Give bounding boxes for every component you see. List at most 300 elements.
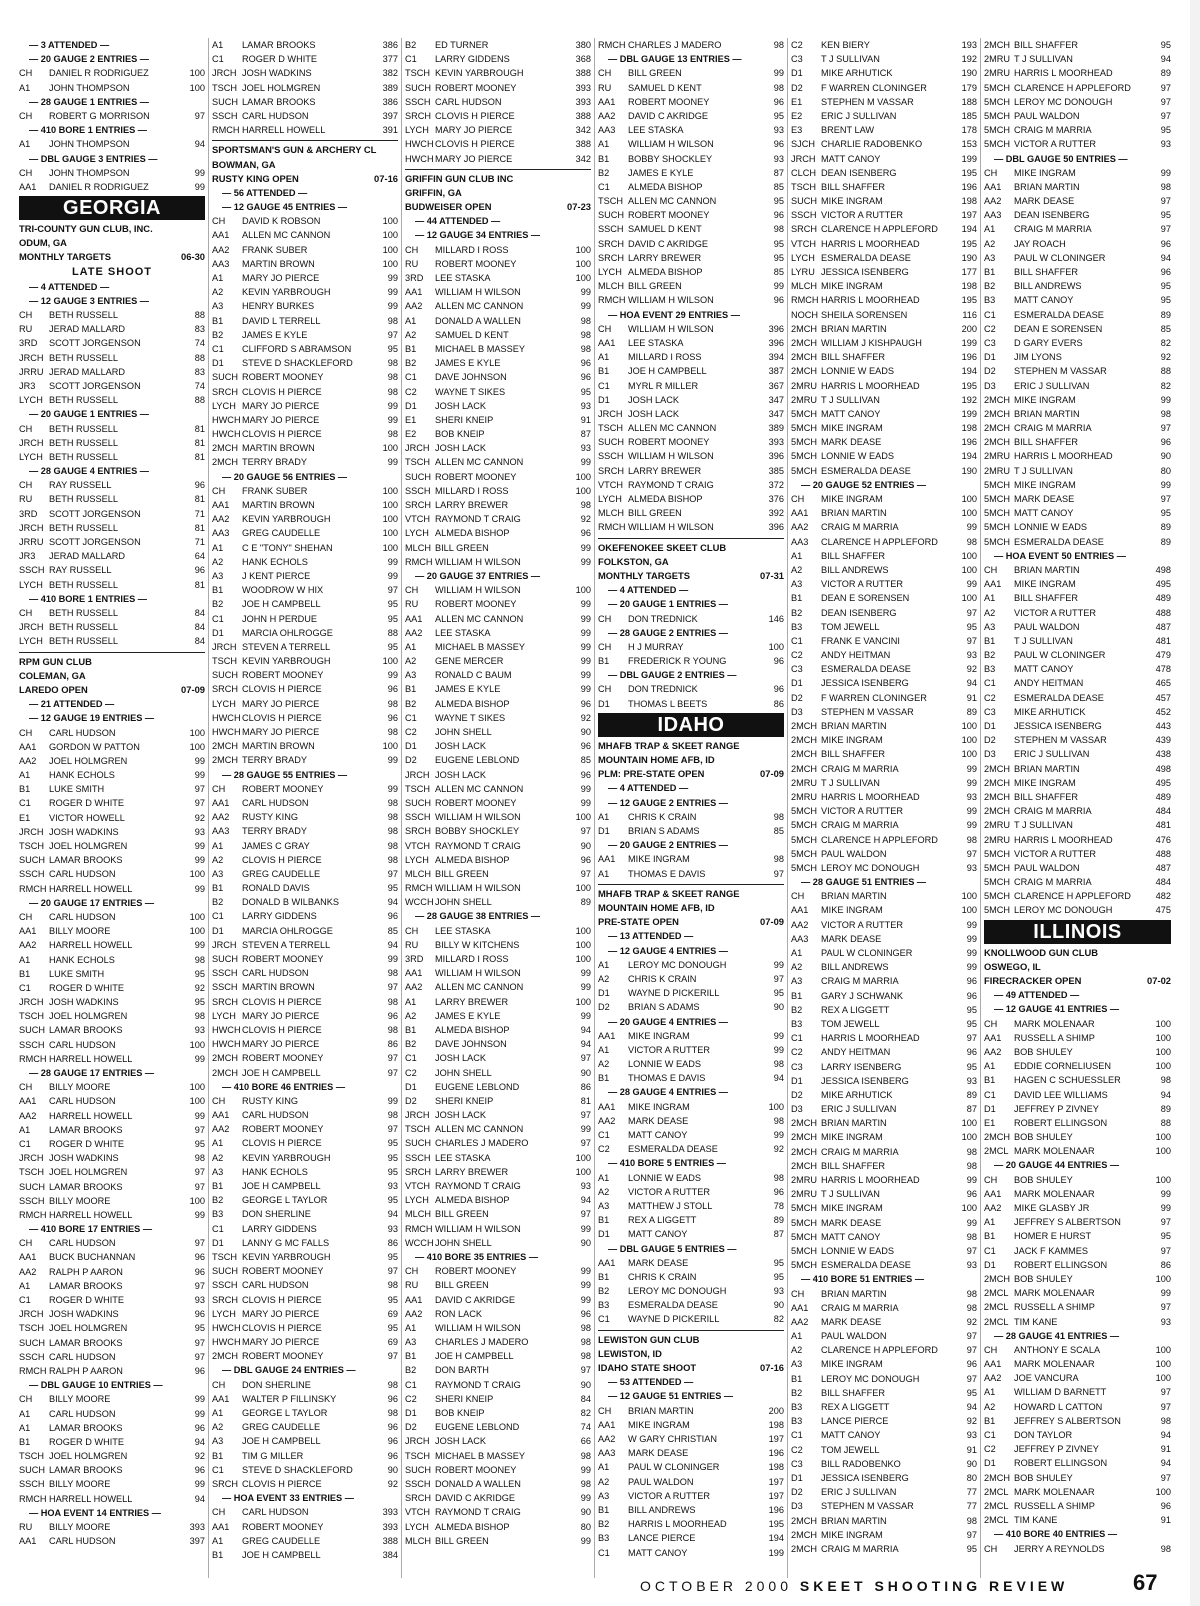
- class-code: MLCH: [405, 1535, 432, 1546]
- result-row: [405, 1051, 591, 1065]
- score: 99: [387, 670, 398, 681]
- shooter-name: HARRIS L MOORHEAD: [821, 1033, 920, 1044]
- result-row: [984, 1428, 1171, 1442]
- result-row: [984, 1414, 1171, 1428]
- class-code: 2MCH: [212, 1053, 239, 1064]
- score: 98: [387, 812, 398, 823]
- class-code: 5MCH: [791, 1245, 818, 1256]
- class-code: WCCH: [405, 1237, 434, 1248]
- class-code: JRCH: [19, 997, 44, 1008]
- result-row: [19, 1279, 205, 1293]
- class-code: CH: [598, 68, 612, 79]
- result-row: [19, 811, 205, 825]
- score: 99: [580, 783, 591, 794]
- class-code: TSCH: [405, 457, 431, 468]
- score: 96: [387, 1422, 398, 1433]
- result-row: [598, 1185, 784, 1199]
- result-row: [598, 449, 784, 463]
- shooter-name: JOEL HOLMGREN: [49, 841, 128, 852]
- shooter-name: DANIEL R RODRIGUEZ: [49, 181, 149, 192]
- class-code: A1: [212, 1408, 224, 1419]
- score: 96: [1160, 267, 1171, 277]
- result-row: [984, 1215, 1171, 1229]
- class-code: RMCH: [598, 295, 626, 306]
- score: 89: [1160, 522, 1171, 533]
- score: 99: [580, 968, 591, 979]
- class-code: RU: [19, 324, 33, 335]
- score: 498: [1155, 564, 1171, 575]
- result-row: [212, 1151, 398, 1165]
- result-row: [598, 506, 784, 520]
- score: 99: [1160, 479, 1171, 490]
- class-code: SSCH: [19, 1039, 45, 1050]
- score: 99: [194, 1394, 205, 1405]
- shooter-name: LEE STASKA: [435, 925, 491, 936]
- score: 95: [966, 1061, 977, 1072]
- class-code: C1: [212, 1223, 224, 1234]
- class-code: JRCH: [405, 1436, 430, 1447]
- class-code: A1: [19, 1280, 31, 1291]
- class-code: E3: [791, 125, 803, 136]
- class-code: RMCH: [791, 295, 819, 306]
- result-row: [405, 541, 591, 555]
- score: 98: [1160, 1415, 1171, 1426]
- shooter-name: WILLIAM H WILSON: [435, 968, 521, 979]
- shooter-name: JOE H CAMPBELL: [242, 1436, 321, 1447]
- shooter-name: BETH RUSSELL: [49, 494, 118, 505]
- result-row: [984, 790, 1171, 804]
- result-row: [791, 293, 977, 307]
- shooter-name: JOE H CAMPBELL: [242, 1181, 321, 1192]
- result-row: [791, 379, 977, 393]
- class-code: LYCH: [598, 494, 622, 504]
- division-header: — 20 GAUGE 17 ENTRIES —: [29, 897, 155, 908]
- score: 99: [580, 287, 591, 298]
- score: 96: [580, 854, 591, 865]
- shooter-name: LEROY MC DONOUGH: [821, 862, 920, 873]
- result-row: [405, 285, 591, 299]
- class-code: 2MCH: [984, 1273, 1011, 1284]
- score: 100: [575, 471, 591, 482]
- score: 99: [194, 755, 205, 766]
- class-code: AA1: [984, 1359, 1002, 1370]
- shooter-name: JEFFREY P ZIVNEY: [1014, 1444, 1099, 1455]
- result-row: [984, 251, 1171, 265]
- score: 367: [768, 380, 784, 391]
- score: 99: [580, 627, 591, 638]
- result-row: [212, 1023, 398, 1037]
- score: 93: [966, 1430, 977, 1441]
- result-row: [984, 804, 1171, 818]
- score: 97: [966, 1529, 977, 1540]
- result-row: [791, 1400, 977, 1414]
- shooter-name: CHRIS K CRAIN: [628, 1271, 697, 1282]
- class-code: LYCH: [212, 1010, 236, 1021]
- shooter-name: BILLY MOORE: [49, 1082, 111, 1093]
- class-code: RMCH: [19, 883, 47, 894]
- result-row: [19, 1407, 205, 1421]
- class-code: B1: [598, 656, 610, 667]
- class-code: RU: [405, 939, 419, 950]
- shooter-name: RAYMOND T CRAIG: [435, 1181, 521, 1192]
- class-code: LYCH: [405, 125, 429, 136]
- class-code: A1: [212, 542, 224, 553]
- class-code: JRCH: [405, 443, 430, 454]
- score: 100: [189, 1039, 205, 1050]
- class-code: A3: [405, 670, 417, 681]
- shooter-name: STEPHEN M VASSAR: [821, 1501, 914, 1512]
- shooter-name: JOSH LACK: [435, 741, 487, 752]
- score: 99: [580, 1280, 591, 1291]
- club-header: OKEFENOKEE SKEET CLUB: [598, 538, 784, 555]
- division-header: — 20 GAUGE 2 ENTRIES —: [608, 840, 728, 851]
- score: 96: [773, 295, 784, 306]
- class-code: C1: [405, 712, 417, 723]
- division-header: — 3 ATTENDED —: [29, 40, 110, 50]
- class-code: 3RD: [19, 338, 38, 349]
- score: 88: [194, 352, 205, 363]
- class-code: A1: [984, 593, 996, 604]
- score: 97: [194, 1337, 205, 1348]
- class-code: JRCH: [19, 1309, 44, 1320]
- result-row: [791, 180, 977, 194]
- score: 96: [580, 1308, 591, 1319]
- class-code: LYCH: [405, 854, 429, 865]
- class-code: AA2: [212, 812, 230, 823]
- club-header: TRI-COUNTY GUN CLUB, INC.: [19, 223, 153, 235]
- class-code: RMCH: [405, 883, 433, 894]
- shooter-name: ROBERT MOONEY: [628, 96, 710, 107]
- score: 100: [382, 656, 398, 667]
- class-code: C1: [791, 1430, 803, 1441]
- class-code: AA2: [598, 110, 616, 121]
- result-row: [405, 867, 591, 881]
- score: 96: [580, 372, 591, 383]
- class-code: AA2: [405, 1308, 423, 1319]
- shooter-name: STEVEN A TERRELL: [242, 641, 331, 652]
- result-row: [598, 364, 784, 378]
- result-row: [598, 38, 784, 52]
- shooter-name: DONALD B WILBANKS: [242, 897, 340, 908]
- result-row: [405, 512, 591, 526]
- class-code: SUCH: [405, 797, 432, 808]
- result-row: [598, 1171, 784, 1185]
- score: 81: [194, 494, 205, 505]
- shooter-name: BETH RUSSELL: [49, 622, 118, 633]
- result-row: [791, 804, 977, 818]
- score: 100: [961, 749, 977, 760]
- result-row: [791, 903, 977, 917]
- score: 99: [387, 755, 398, 766]
- result-row: [405, 697, 591, 711]
- shooter-name: MARK DEASE: [628, 1115, 689, 1126]
- class-code: AA2: [19, 940, 37, 951]
- result-row: [598, 612, 784, 626]
- shooter-name: BETH RUSSELL: [49, 423, 118, 434]
- score: 99: [194, 181, 205, 192]
- class-code: A1: [19, 1124, 31, 1135]
- score: 91: [1160, 1515, 1171, 1526]
- result-row: [212, 796, 398, 810]
- score: 100: [961, 564, 977, 575]
- shooter-name: DON TREDNICK: [628, 613, 698, 624]
- score: 482: [1155, 891, 1171, 902]
- shooter-name: JERAD MALLARD: [49, 324, 126, 335]
- shooter-name: MARTIN BROWN: [242, 982, 315, 993]
- class-code: SRCH: [212, 684, 239, 695]
- result-row: [598, 322, 784, 336]
- class-code: 2MCH: [984, 1132, 1011, 1143]
- class-code: SSCH: [19, 1351, 45, 1362]
- shooter-name: CLOVIS H PIERCE: [242, 429, 322, 440]
- shooter-name: SHERI KNEIP: [435, 1095, 494, 1106]
- division-header: — 28 GAUGE 55 ENTRIES —: [222, 769, 348, 780]
- class-code: B3: [598, 1533, 610, 1544]
- class-code: CH: [405, 585, 419, 596]
- result-row: [984, 1485, 1171, 1499]
- score: 99: [773, 1130, 784, 1141]
- result-row: [405, 640, 591, 654]
- division-header: — HOA EVENT 14 ENTRIES —: [29, 1507, 161, 1518]
- division-header: — 28 GAUGE 38 ENTRIES —: [415, 911, 541, 922]
- result-row: [19, 1350, 205, 1364]
- score: 99: [194, 1209, 205, 1220]
- shooter-name: WILLIAM D BARNETT: [1014, 1387, 1107, 1398]
- result-row: [212, 1179, 398, 1193]
- result-row: [19, 853, 205, 867]
- score: 88: [1160, 1117, 1171, 1128]
- class-code: RMCH: [598, 522, 626, 533]
- shooter-name: CARL HUDSON: [49, 1408, 116, 1419]
- class-code: 2MCH: [984, 437, 1011, 448]
- shooter-name: GEORGE L TAYLOR: [242, 1195, 328, 1206]
- shooter-name: T J SULLIVAN: [1014, 465, 1073, 476]
- division-header: — 410 BORE 1 ENTRIES —: [29, 593, 147, 604]
- score: 96: [194, 1309, 205, 1320]
- result-row: [598, 237, 784, 251]
- shooter-name: WAYNE T SIKES: [435, 712, 506, 723]
- score: 96: [387, 712, 398, 723]
- score: 443: [1155, 721, 1171, 731]
- score: 100: [189, 68, 205, 79]
- result-row: [19, 1151, 205, 1165]
- score: 94: [194, 139, 205, 150]
- shooter-name: LEE STASKA: [435, 273, 491, 284]
- score: 87: [773, 1229, 784, 1240]
- shooter-name: GEORGE L TAYLOR: [242, 1408, 328, 1419]
- shooter-name: HARRIS L MOORHEAD: [821, 295, 920, 306]
- shooter-name: JOHN SHELL: [435, 1237, 492, 1248]
- result-row: [212, 52, 398, 66]
- shooter-name: ROBERT G MORRISON: [49, 110, 150, 121]
- shooter-name: BILL SHAFFER: [821, 1387, 885, 1398]
- result-row: [791, 606, 977, 620]
- result-row: [405, 1278, 591, 1292]
- result-row: [212, 980, 398, 994]
- division-header: — 4 ATTENDED —: [608, 585, 689, 596]
- result-row: [405, 952, 591, 966]
- class-code: E1: [791, 96, 803, 107]
- score: 195: [961, 380, 977, 391]
- class-code: HWCH: [405, 153, 434, 164]
- score: 95: [1160, 508, 1171, 519]
- shooter-name: LEROY MC DONOUGH: [1014, 96, 1113, 107]
- score: 479: [1155, 650, 1171, 661]
- class-code: AA1: [598, 1030, 616, 1041]
- shooter-name: DAVE JOHNSON: [435, 372, 507, 383]
- shooter-name: ROGER D WHITE: [49, 798, 125, 809]
- result-row: [19, 953, 205, 967]
- class-code: AA1: [405, 968, 423, 979]
- result-row: [405, 370, 591, 384]
- shooter-name: RAY RUSSELL: [49, 565, 112, 576]
- event-date: 07-02: [1147, 975, 1171, 987]
- division-header: — 28 GAUGE 1 ENTRIES —: [29, 96, 149, 107]
- result-row: [19, 1250, 205, 1264]
- class-code: 2MRU: [791, 1189, 818, 1200]
- result-row: [19, 1321, 205, 1335]
- score: 93: [966, 650, 977, 661]
- result-row: [791, 194, 977, 208]
- score: 96: [773, 96, 784, 107]
- shooter-name: LAMAR BROOKS: [49, 1337, 123, 1348]
- shooter-name: JOSH WADKINS: [49, 997, 119, 1008]
- class-code: LYCH: [405, 528, 429, 539]
- shooter-name: DEAN E SORENSEN: [821, 593, 910, 604]
- class-code: 2MCL: [984, 1500, 1009, 1511]
- score: 90: [966, 1458, 977, 1469]
- score: 98: [387, 1379, 398, 1390]
- result-row: [984, 1272, 1171, 1286]
- shooter-name: DONALD A WALLEN: [435, 315, 521, 326]
- event-name: PRE-STATE OPEN: [598, 916, 679, 928]
- shooter-name: VICTOR A RUTTER: [821, 806, 904, 817]
- class-code: TSCH: [212, 82, 238, 93]
- shooter-name: LANNY G MC FALLS: [242, 1237, 330, 1248]
- result-row: [598, 986, 784, 1000]
- shooter-name: MARY JO PIERCE: [435, 153, 513, 164]
- class-code: D2: [598, 1002, 610, 1013]
- class-code: A1: [984, 224, 996, 235]
- result-row: [598, 867, 784, 881]
- score: 100: [575, 954, 591, 965]
- result-row: [405, 1534, 591, 1548]
- result-row: [212, 924, 398, 938]
- class-code: D2: [984, 735, 996, 746]
- score: 91: [1160, 1444, 1171, 1455]
- division-header: — DBL GAUGE 2 ENTRIES —: [608, 670, 737, 681]
- result-row: [405, 1335, 591, 1349]
- result-row: [405, 314, 591, 328]
- shooter-name: MATT CANOY: [821, 1430, 881, 1441]
- class-code: C1: [19, 982, 31, 993]
- result-row: [791, 123, 977, 137]
- result-row: [791, 1329, 977, 1343]
- class-code: C2: [598, 1144, 610, 1155]
- class-code: SSCH: [212, 968, 238, 979]
- shooter-name: C E "TONY" SHEHAN: [242, 542, 333, 553]
- score: 89: [1160, 309, 1171, 320]
- result-row: [984, 52, 1171, 66]
- shooter-name: MIKE INGRAM: [821, 1203, 883, 1214]
- shooter-name: LAMAR BROOKS: [49, 1124, 123, 1135]
- score: 95: [387, 641, 398, 652]
- score: 94: [580, 1024, 591, 1035]
- result-row: [212, 725, 398, 739]
- score: 96: [194, 1422, 205, 1433]
- shooter-name: ROGER D WHITE: [49, 1436, 125, 1447]
- shooter-name: BRIAN MARTIN: [821, 508, 887, 519]
- result-row: [791, 350, 977, 364]
- result-row: [19, 620, 205, 634]
- class-code: A2: [598, 1186, 610, 1197]
- score: 99: [966, 579, 977, 590]
- score: 99: [387, 273, 398, 284]
- shooter-name: WILLIAM H WILSON: [435, 1223, 521, 1234]
- score: 87: [773, 167, 784, 178]
- result-row: [19, 1293, 205, 1307]
- club-header: ODUM, GA: [19, 237, 67, 249]
- class-code: LYCH: [212, 400, 236, 411]
- class-code: D1: [212, 925, 224, 936]
- shooter-name: KEVIN YARBROUGH: [242, 1251, 331, 1262]
- shooter-name: CARL HUDSON: [49, 1096, 116, 1107]
- score: 97: [194, 798, 205, 809]
- score: 93: [773, 1286, 784, 1297]
- shooter-name: ROBERT MOONEY: [242, 670, 324, 681]
- class-code: B1: [405, 684, 417, 695]
- result-row: [405, 1406, 591, 1420]
- class-code: SRCH: [212, 1478, 239, 1489]
- class-code: B1: [984, 267, 996, 277]
- class-code: A2: [212, 1152, 224, 1163]
- score: 199: [961, 153, 977, 164]
- shooter-name: ROBERT MOONEY: [628, 437, 710, 448]
- result-row: [791, 1514, 977, 1528]
- result-row: [405, 152, 591, 166]
- result-row: [212, 370, 398, 384]
- score: 94: [387, 939, 398, 950]
- class-code: A1: [19, 770, 31, 781]
- shooter-name: MARK MOLENAAR: [1014, 1288, 1095, 1299]
- class-code: 5MCH: [984, 125, 1011, 136]
- event-date: 07-23: [567, 201, 591, 213]
- shooter-name: ERIC J SULLIVAN: [821, 1487, 897, 1498]
- score: 396: [768, 522, 784, 533]
- class-code: C2: [791, 40, 803, 50]
- result-row: [405, 1449, 591, 1463]
- result-row: [212, 413, 398, 427]
- score: 94: [773, 1073, 784, 1084]
- event-date: 07-09: [760, 916, 784, 928]
- division-header: — HOA EVENT 29 ENTRIES —: [608, 309, 740, 320]
- score: 95: [194, 968, 205, 979]
- result-row: [984, 833, 1171, 847]
- result-row: [212, 328, 398, 342]
- result-row: [212, 583, 398, 597]
- class-code: AA1: [212, 1393, 230, 1404]
- class-code: 5MCH: [791, 848, 818, 859]
- class-code: SRCH: [598, 252, 625, 263]
- shooter-name: ALMEDA BISHOP: [435, 1521, 510, 1532]
- shooter-name: BILLY MOORE: [49, 926, 111, 937]
- shooter-name: LAMAR BROOKS: [49, 1422, 123, 1433]
- score: 99: [966, 522, 977, 533]
- class-code: TSCH: [212, 656, 238, 667]
- shooter-name: T J SULLIVAN: [821, 1189, 880, 1200]
- event-date: 07-09: [760, 768, 784, 780]
- score: 393: [189, 1522, 205, 1533]
